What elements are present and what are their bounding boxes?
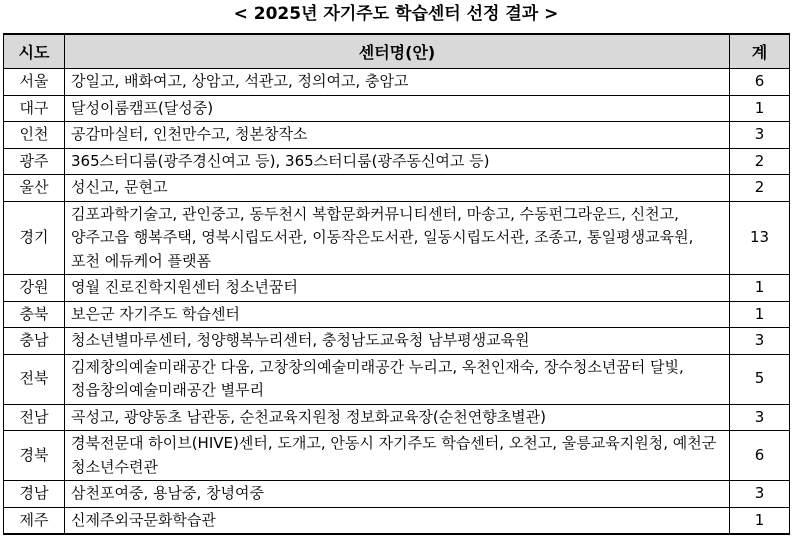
count-cell: 2 — [730, 148, 790, 175]
count-cell: 5 — [730, 354, 790, 404]
count-cell: 3 — [730, 481, 790, 508]
centers-cell: 삼천포여중, 용남중, 창녕여중 — [65, 481, 730, 508]
table-row — [4, 328, 790, 355]
count-cell: 2 — [730, 175, 790, 202]
table-row — [4, 354, 790, 404]
table-row — [4, 404, 790, 431]
centers-cell: 365스터디룸(광주경신여고 등), 365스터디룸(광주동신여고 등) — [65, 148, 730, 175]
region-cell: 대구 — [4, 95, 65, 122]
header-count: 계 — [730, 34, 790, 69]
region-cell: 강원 — [4, 275, 65, 302]
count-cell: 1 — [730, 301, 790, 328]
count-cell: 13 — [730, 201, 790, 275]
table-row — [4, 431, 790, 481]
count-cell: 1 — [730, 507, 790, 534]
count-cell: 3 — [730, 122, 790, 149]
table-row — [4, 69, 790, 96]
count-cell: 3 — [730, 404, 790, 431]
count-cell: 6 — [730, 69, 790, 96]
region-cell: 경남 — [4, 481, 65, 508]
region-cell: 충북 — [4, 301, 65, 328]
centers-cell: 영월 진로진학지원센터 청소년꿈터 — [65, 275, 730, 302]
centers-cell: 김포과학기술고, 관인중고, 동두천시 복합문화커뮤니티센터, 마송고, 수동펀그라운드, 신천고, 양주고읍 행복주택, 영북시립도서관, 이동작은도서관, 일동시립도서관, 조종고, 통일평생교육원, 포천 에듀케어 플랫폼 — [65, 201, 730, 275]
count-cell: 1 — [730, 275, 790, 302]
centers-cell: 김제창의예술미래공간 다움, 고창창의예술미래공간 누리고, 옥천인재숙, 장수청소년꿈터 달빛, 정읍창의예술미래공간 별무리 — [65, 354, 730, 404]
region-cell: 서울 — [4, 69, 65, 96]
region-cell: 광주 — [4, 148, 65, 175]
centers-cell: 성신고, 문현고 — [65, 175, 730, 202]
region-cell: 울산 — [4, 175, 65, 202]
selection-results-table — [3, 33, 790, 535]
region-cell: 경기 — [4, 201, 65, 275]
table-header-row — [4, 34, 790, 69]
region-cell: 인천 — [4, 122, 65, 149]
table-row — [4, 175, 790, 202]
table-row — [4, 507, 790, 534]
count-cell: 1 — [730, 95, 790, 122]
table-row — [4, 95, 790, 122]
centers-cell: 신제주외국문화학습관 — [65, 507, 730, 534]
table-row — [4, 122, 790, 149]
region-cell: 전북 — [4, 354, 65, 404]
count-cell: 6 — [730, 431, 790, 481]
table-row — [4, 301, 790, 328]
table-row — [4, 201, 790, 275]
region-cell: 경북 — [4, 431, 65, 481]
centers-cell: 경북전문대 하이브(HIVE)센터, 도개고, 안동시 자기주도 학습센터, 오천고, 울릉교육지원청, 예천군 청소년수련관 — [65, 431, 730, 481]
table-row — [4, 481, 790, 508]
centers-cell: 보은군 자기주도 학습센터 — [65, 301, 730, 328]
centers-cell: 공감마실터, 인천만수고, 청본창작소 — [65, 122, 730, 149]
header-centers: 센터명(안) — [65, 34, 730, 69]
count-cell: 3 — [730, 328, 790, 355]
table-row — [4, 275, 790, 302]
centers-cell: 강일고, 배화여고, 상암고, 석관고, 정의여고, 충암고 — [65, 69, 730, 96]
header-region: 시도 — [4, 34, 65, 69]
region-cell: 충남 — [4, 328, 65, 355]
centers-cell: 달성이룸캠프(달성중) — [65, 95, 730, 122]
region-cell: 전남 — [4, 404, 65, 431]
table-row — [4, 148, 790, 175]
document-title: < 2025년 자기주도 학습센터 선정 결과 > — [233, 4, 559, 24]
centers-cell: 청소년별마루센터, 청양행복누리센터, 충청남도교육청 남부평생교육원 — [65, 328, 730, 355]
region-cell: 제주 — [4, 507, 65, 534]
centers-cell: 곡성고, 광양동초 남관동, 순천교육지원청 정보화교육장(순천연향초별관) — [65, 404, 730, 431]
